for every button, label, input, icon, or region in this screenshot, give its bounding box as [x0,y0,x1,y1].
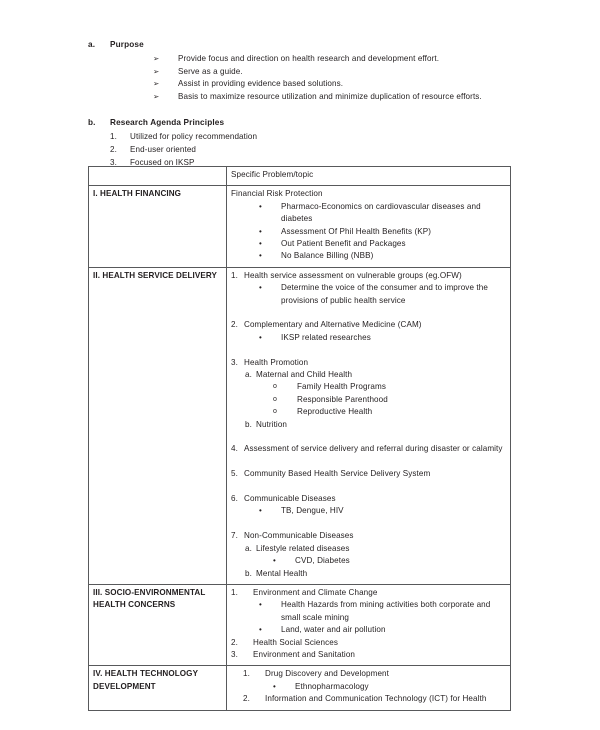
content-line [231,587,506,599]
content-line-label: Health Promotion [244,357,309,367]
list-item-number: 1. [231,270,238,280]
table-cell-category: I. HEALTH FINANCING [89,186,227,267]
content-line-label: Mental Health [256,568,308,578]
content-spacer [231,431,506,443]
content-line-label: Responsible Parenthood [297,394,388,404]
content-line [231,419,506,431]
circle-bullet-icon: o [273,408,277,416]
content-line-label: Pharmaco-Economics on cardiovascular diseases and diabetes [281,201,481,224]
list-item-number: 4. [231,444,238,454]
list-item-number: 5. [231,469,238,479]
research-agenda-table [88,166,511,711]
principles-list [88,131,516,169]
outline-heading-purpose [88,38,516,51]
content-line [231,468,506,480]
list-item-letter: a. [245,543,252,553]
list-item-number: 2. [243,694,250,704]
content-line [231,369,506,381]
content-line-label: Land, water and air pollution [281,625,386,635]
content-line-label: Health Social Sciences [253,637,338,647]
content-line [231,319,506,331]
content-line [231,543,506,555]
circle-bullet-icon: o [273,383,277,391]
bullet-icon: • [273,556,276,566]
table-cell-category: III. SOCIO-ENVIRONMENTAL HEALTH CONCERNS [89,584,227,665]
list-item [88,78,516,91]
bullet-icon: • [259,201,262,211]
table-header-cell-blank [89,167,227,186]
content-line [231,443,506,455]
content-line-label: Environment and Sanitation [253,649,356,659]
list-item-label: Focused on IKSP [130,157,195,167]
content-line-label: Out Patient Benefit and Packages [281,239,406,249]
table-cell-content [227,666,511,710]
list-item [88,91,516,104]
content-line-label: Communicable Diseases [244,494,336,504]
content-line-label: No Balance Billing (NBB) [281,251,374,261]
content-line [231,599,506,624]
content-line-label: Non-Communicable Diseases [244,531,354,541]
content-line [231,201,506,226]
list-item [88,53,516,66]
list-item-number: 2. [231,320,238,330]
list-item-number: 1. [231,587,238,597]
content-line [231,681,506,693]
circle-bullet-icon: o [273,395,277,403]
content-line-label: Family Health Programs [297,382,387,392]
outline-section [88,38,516,169]
list-item-label: Serve as a guide. [178,66,243,76]
table-cell-category: IV. HEALTH TECHNOLOGY DEVELOPMENT [89,666,227,710]
list-item-number: 3. [231,649,238,659]
content-spacer [231,307,506,319]
table-row [89,666,511,710]
content-line [231,188,506,200]
list-item-letter: a. [245,370,252,380]
table-header-row [89,167,511,186]
content-line [231,238,506,250]
content-line [231,394,506,406]
bullet-icon: • [259,251,262,261]
content-line [231,332,506,344]
outline-title-purpose: Purpose [110,40,144,49]
content-line [231,624,506,636]
content-line-label: Maternal and Child Health [256,370,353,380]
content-line [231,250,506,262]
table-cell-content [227,584,511,665]
list-item [88,66,516,79]
content-line [231,693,506,705]
outline-gap [88,103,516,116]
content-line-label: Community Based Health Service Delivery System [244,469,431,479]
content-line [231,282,506,307]
list-item-letter: b. [245,568,252,578]
list-item-label: End-user oriented [130,144,197,154]
list-item-number: 2. [231,637,238,647]
outline-heading-principles [88,116,516,129]
content-line-label: Assessment Of Phil Health Benefits (KP) [281,226,432,236]
outline-title-principles: Research Agenda Principles [110,118,225,128]
list-item-letter: b. [245,419,252,429]
list-item-label: Provide focus and direction on health research and development effort. [178,54,440,63]
bullet-icon: • [259,625,262,635]
bullet-icon: • [259,600,262,610]
content-line [231,649,506,661]
bullet-icon: • [273,681,276,691]
content-line-label: IKSP related researches [281,332,371,342]
content-line-label: Information and Communication Technology (ICT) for Health [265,694,487,704]
content-line [231,668,506,680]
list-item-label: Basis to maximize resource utilization and minimize duplication of resource efforts. [178,91,482,101]
content-line [231,555,506,567]
content-line-label: Financial Risk Protection [231,189,323,199]
list-item [88,131,516,144]
content-line-label: Ethnopharmacology [295,681,369,691]
bullet-icon: • [259,283,262,293]
table-row [89,186,511,267]
arrow-bullet-icon: ➢ [153,91,160,101]
list-item-label: Assist in providing evidence based solutions. [178,79,344,89]
table-header-cell-topic: Specific Problem/topic [227,167,511,186]
content-spacer [231,518,506,530]
arrow-bullet-icon: ➢ [153,66,160,76]
table-body [89,167,511,711]
content-line-label: Drug Discovery and Development [265,669,390,679]
table-cell-content [227,186,511,267]
content-line-label: Lifestyle related diseases [256,543,350,553]
bullet-icon: • [259,506,262,516]
content-line-label: TB, Dengue, HIV [281,506,344,516]
table-cell-category: II. HEALTH SERVICE DELIVERY [89,267,227,584]
arrow-bullet-icon: ➢ [153,79,160,89]
content-line-label: Health Hazards from mining activities both corporate and small scale mining [281,600,491,622]
content-line-label: Nutrition [256,419,288,429]
content-spacer [231,481,506,493]
content-line-label: Reproductive Health [297,407,373,417]
content-line [231,226,506,238]
content-line [231,637,506,649]
table-row [89,584,511,665]
bullet-icon: • [259,332,262,342]
content-line [231,530,506,542]
content-line [231,406,506,418]
content-line-label: Health service assessment on vulnerable groups (eg.OFW) [244,270,462,280]
outline-marker-a: a. [88,40,96,49]
bullet-icon: • [259,239,262,249]
list-item-number: 7. [231,531,238,541]
list-item-number: 3. [110,157,117,167]
purpose-list [88,53,516,103]
content-line-label: Assessment of service delivery and referral during disaster or calamity [244,444,503,454]
bullet-icon: • [259,226,262,236]
arrow-bullet-icon: ➢ [153,54,160,63]
table-cell-content [227,267,511,584]
list-item [88,144,516,157]
content-line [231,493,506,505]
list-item-label: Utilized for policy recommendation [130,132,258,142]
list-item-number: 6. [231,494,238,504]
content-spacer [231,456,506,468]
table-row [89,267,511,584]
content-line [231,357,506,369]
content-line-label: Complementary and Alternative Medicine (CAM) [244,320,422,330]
content-spacer [231,344,506,356]
content-line [231,381,506,393]
content-line-label: Determine the voice of the consumer and to improve the provisions of public health service [281,283,488,305]
content-line [231,505,506,517]
list-item-number: 2. [110,144,117,154]
list-item-number: 1. [110,132,117,142]
outline-marker-b: b. [88,118,96,128]
content-line-label: CVD, Diabetes [295,556,350,566]
content-line [231,270,506,282]
content-line [231,568,506,580]
content-line-label: Environment and Climate Change [253,587,378,597]
list-item-number: 3. [231,357,238,367]
list-item-number: 1. [243,669,250,679]
